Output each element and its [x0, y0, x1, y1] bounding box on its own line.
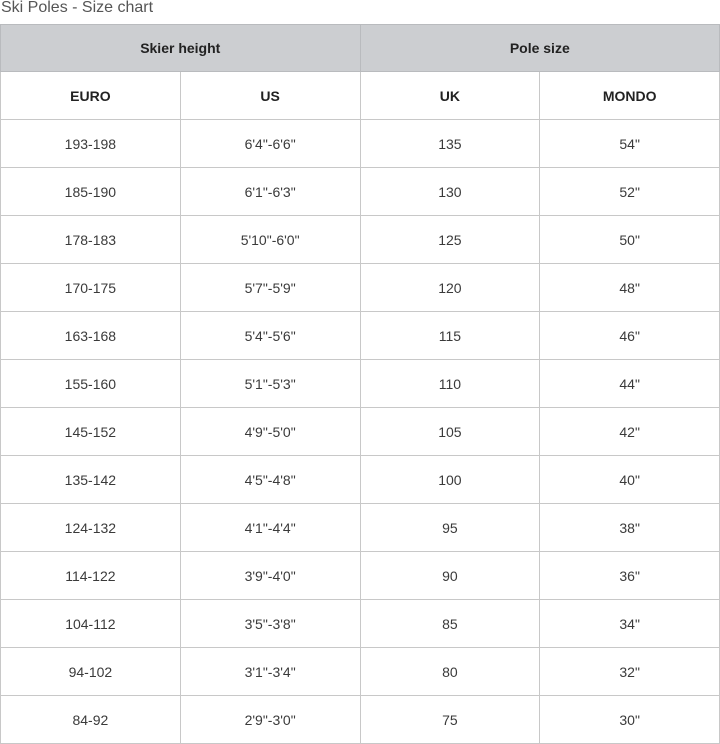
uk-cell: 125	[360, 216, 540, 264]
mondo-cell: 48"	[540, 264, 720, 312]
uk-cell: 115	[360, 312, 540, 360]
euro-cell: 124-132	[1, 504, 181, 552]
mondo-cell: 38"	[540, 504, 720, 552]
page-title: Ski Poles - Size chart	[1, 0, 154, 16]
us-cell: 3'5"-3'8"	[180, 600, 360, 648]
table-row	[1, 600, 720, 648]
euro-cell: 84-92	[1, 696, 181, 744]
us-cell: 5'10"-6'0"	[180, 216, 360, 264]
mondo-cell: 42"	[540, 408, 720, 456]
us-cell: 3'1"-3'4"	[180, 648, 360, 696]
table-row	[1, 264, 720, 312]
euro-cell: 145-152	[1, 408, 181, 456]
mondo-cell: 30"	[540, 696, 720, 744]
table-row	[1, 312, 720, 360]
euro-cell: 135-142	[1, 456, 181, 504]
uk-cell: 130	[360, 168, 540, 216]
size-chart-table	[0, 24, 720, 744]
us-cell: 2'9"-3'0"	[180, 696, 360, 744]
us-cell: 4'5"-4'8"	[180, 456, 360, 504]
pole-size-header: Pole size	[360, 25, 720, 72]
table-row	[1, 696, 720, 744]
size-chart-body	[1, 120, 720, 744]
euro-cell: 185-190	[1, 168, 181, 216]
uk-cell: 95	[360, 504, 540, 552]
table-row	[1, 168, 720, 216]
uk-cell: 120	[360, 264, 540, 312]
table-row	[1, 456, 720, 504]
euro-cell: 178-183	[1, 216, 181, 264]
mondo-cell: 50"	[540, 216, 720, 264]
mondo-cell: 36"	[540, 552, 720, 600]
uk-cell: 110	[360, 360, 540, 408]
us-cell: 4'1"-4'4"	[180, 504, 360, 552]
mondo-cell: 54"	[540, 120, 720, 168]
column-header-row	[1, 72, 720, 120]
euro-cell: 94-102	[1, 648, 181, 696]
uk-cell: 100	[360, 456, 540, 504]
us-cell: 6'4"-6'6"	[180, 120, 360, 168]
mondo-cell: 44"	[540, 360, 720, 408]
us-cell: 4'9"-5'0"	[180, 408, 360, 456]
uk-cell: 85	[360, 600, 540, 648]
uk-cell: 90	[360, 552, 540, 600]
table-row	[1, 216, 720, 264]
table-row	[1, 504, 720, 552]
euro-cell: 104-112	[1, 600, 181, 648]
group-header-row	[1, 25, 720, 72]
euro-cell: 163-168	[1, 312, 181, 360]
mondo-cell: 32"	[540, 648, 720, 696]
euro-cell: 193-198	[1, 120, 181, 168]
table-row	[1, 120, 720, 168]
mondo-cell: 40"	[540, 456, 720, 504]
euro-cell: 170-175	[1, 264, 181, 312]
skier-height-header: Skier height	[1, 25, 361, 72]
table-row	[1, 648, 720, 696]
uk-cell: 105	[360, 408, 540, 456]
us-cell: 6'1"-6'3"	[180, 168, 360, 216]
us-cell: 5'1"-5'3"	[180, 360, 360, 408]
table-row	[1, 552, 720, 600]
uk-cell: 75	[360, 696, 540, 744]
us-cell: 5'4"-5'6"	[180, 312, 360, 360]
uk-cell: 135	[360, 120, 540, 168]
column-header-us: US	[180, 72, 360, 120]
table-row	[1, 360, 720, 408]
us-cell: 5'7"-5'9"	[180, 264, 360, 312]
column-header-uk: UK	[360, 72, 540, 120]
euro-cell: 114-122	[1, 552, 181, 600]
column-header-euro: EURO	[1, 72, 181, 120]
mondo-cell: 52"	[540, 168, 720, 216]
us-cell: 3'9"-4'0"	[180, 552, 360, 600]
column-header-mondo: MONDO	[540, 72, 720, 120]
euro-cell: 155-160	[1, 360, 181, 408]
uk-cell: 80	[360, 648, 540, 696]
mondo-cell: 34"	[540, 600, 720, 648]
mondo-cell: 46"	[540, 312, 720, 360]
table-row	[1, 408, 720, 456]
